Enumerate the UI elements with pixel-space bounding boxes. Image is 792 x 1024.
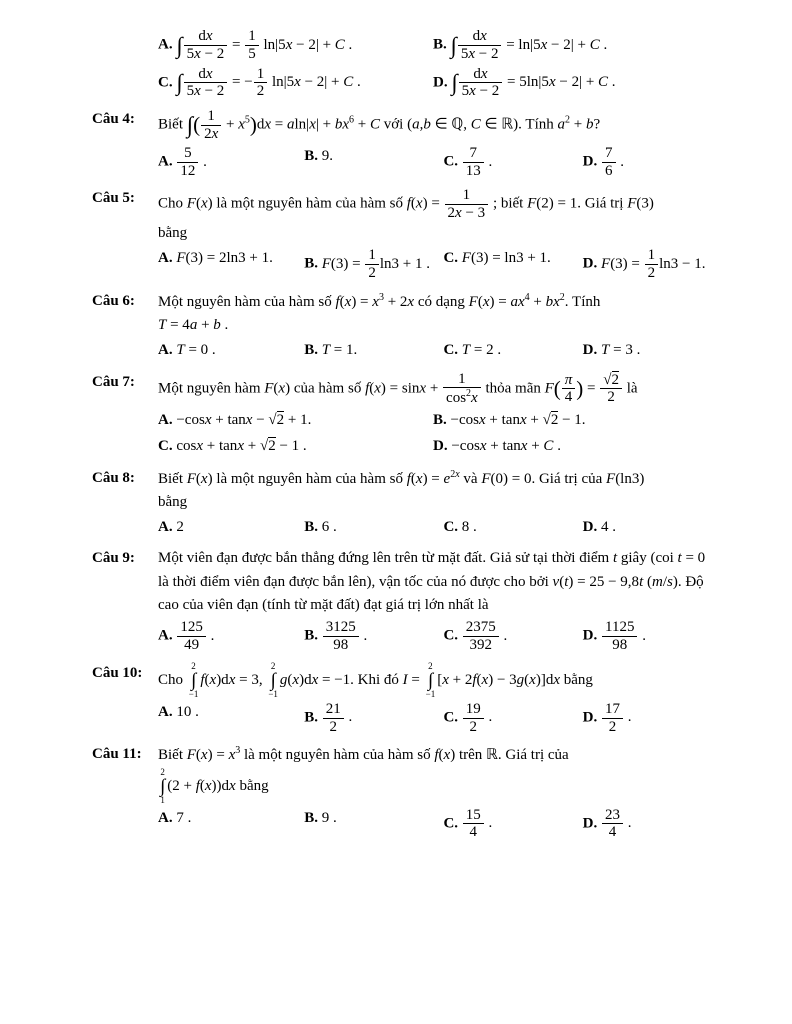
option-letter: D. [582, 255, 598, 272]
option-item [583, 619, 708, 654]
option-item [443, 339, 582, 362]
option-content: $\frac{7}{13}$ . [462, 154, 493, 170]
option-item [433, 435, 708, 458]
options-row [158, 701, 708, 736]
option-item [158, 409, 433, 432]
option-item [158, 339, 304, 362]
question-text: Một viên đạn được bắn thẳng đứng lên trên từ mặt đất. Giả sử tại thời điểm t giây (coi t = 0 là thời điểm viên đạn được bắn lên), vận tốc của nó được cho bởi v(t) = 25 − 9,8t (m/s). Độ cao của viên đạn (tính từ mặt đất) đạt giá trị lớn nhất là [158, 550, 706, 613]
options-row [158, 516, 708, 539]
question-text: Biết $F(x) = x^3$ là một nguyên hàm của hàm số f(x) trên ℝ. Giá trị của 2 ∫ 1 (2 + f(x))dx bằng [158, 745, 569, 805]
option-content: $\frac{19}{2}$ . [462, 709, 493, 725]
option-letter: B. [433, 412, 447, 429]
option-item [443, 145, 582, 180]
option-letter: C. [158, 438, 173, 455]
option-letter: A. [158, 519, 173, 536]
option-item [304, 247, 443, 282]
question-block [92, 108, 708, 179]
option-content: $\frac{15}{4}$ . [462, 815, 493, 831]
question-block [92, 290, 708, 363]
option-content: T = 2 . [461, 342, 502, 359]
option-item [304, 619, 443, 654]
question-text: Biết F(x) là một nguyên hàm của hàm số $f(x) = e^{2x}$ và F(0) = 0. Giá trị của F(ln3) bằng [158, 468, 645, 510]
option-content: $\frac{5}{12}$ . [176, 154, 207, 170]
option-letter: B. [304, 342, 318, 359]
option-item [158, 247, 304, 282]
question-body [158, 467, 708, 540]
option-letter: B. [433, 36, 447, 53]
question-body [158, 371, 708, 459]
option-letter: A. [158, 36, 173, 53]
option-letter: A. [158, 703, 173, 720]
option-item [158, 145, 304, 180]
option-letter: B. [304, 147, 318, 164]
option-letter: D. [582, 709, 598, 726]
question-body [158, 108, 708, 179]
option-item [158, 701, 304, 736]
question-label [92, 26, 158, 100]
option-content: −cosx + tanx − √2 + 1. [176, 412, 312, 429]
option-item [304, 339, 443, 362]
option-item [304, 516, 443, 539]
option-content: 10 . [176, 703, 199, 720]
option-content: T = 0 . [176, 342, 216, 359]
option-item [583, 701, 708, 736]
option-content: $\frac{23}{4}$ . [601, 815, 632, 831]
option-letter: A. [158, 153, 173, 170]
question-body [158, 743, 708, 841]
question-text: Biết ∫( $\frac{1}{2x}$ + $x^5)dx = aln|x| + bx^6 + C$ với (a,b ∈ ℚ, C ∈ ℝ). Tính $a^2 + b$? [158, 108, 601, 142]
option-item [158, 516, 304, 539]
option-item [443, 807, 582, 842]
question-block [92, 371, 708, 459]
option-letter: A. [158, 809, 173, 826]
options-row [158, 28, 708, 100]
option-content: $\frac{1125}{98}$ . [601, 628, 646, 644]
option-letter: A. [158, 250, 173, 267]
option-item [583, 516, 708, 539]
question-label: Câu 7: [92, 373, 135, 390]
option-letter: C. [443, 342, 459, 359]
option-letter: D. [582, 815, 598, 832]
option-item [583, 247, 708, 282]
option-content: $\frac{2375}{392}$ . [462, 628, 508, 644]
option-letter: A. [158, 342, 173, 359]
question-block [92, 547, 708, 653]
question-body [158, 26, 708, 100]
option-letter: D. [582, 627, 598, 644]
option-content: −cosx + tanx + √2 − 1. [450, 412, 586, 429]
question-body [158, 187, 708, 281]
option-item [304, 145, 443, 180]
option-content: $\frac{21}{2}$ . [322, 709, 353, 725]
question-label: Câu 11: [92, 746, 142, 763]
question-label: Câu 4: [92, 111, 135, 128]
option-content: 4 . [601, 519, 617, 536]
option-item [443, 516, 582, 539]
options-row [158, 145, 708, 180]
question-block [92, 743, 708, 841]
option-item [158, 435, 433, 458]
option-content: $\frac{7}{6}$ . [601, 154, 624, 170]
option-content: $\frac{3125}{98}$ . [322, 628, 368, 644]
option-item [443, 247, 582, 282]
option-content: 6 . [321, 519, 337, 536]
option-letter: A. [158, 412, 173, 429]
options-row [158, 807, 708, 842]
option-letter: D. [582, 342, 598, 359]
option-item [443, 619, 582, 654]
option-item [583, 145, 708, 180]
option-content: ∫ $\frac{dx}{5x - 2}$ = − $\frac{1}{2}$ ln|5x − 2| + C . [176, 65, 361, 100]
option-letter: D. [582, 153, 598, 170]
intro-options-block [92, 26, 708, 100]
option-item [158, 66, 433, 101]
option-item [583, 807, 708, 842]
option-content: 8 . [461, 519, 477, 536]
option-content: ∫ $\frac{dx}{5x - 2}$ = $\frac{1}{5}$ ln|5x − 2| + C . [176, 28, 353, 62]
question-text: Cho F(x) là một nguyên hàm của hàm số f(x) = $\frac{1}{2x - 3}$ ; biết F(2) = 1. Giá trị F(3) bằng [158, 187, 654, 241]
option-item [304, 701, 443, 736]
option-letter: C. [443, 627, 459, 644]
question-text: Một nguyên hàm của hàm số $f(x) = x^3 + 2x$ có dạng $F(x) = ax^4 + bx^2$. Tính T = 4a + b . [158, 291, 601, 334]
option-content: 2 [176, 519, 184, 536]
question-text: Cho 2 ∫ −1 f(x)dx = 3, 2 ∫ −1 g(x)dx = −1. Khi đó I = 2 ∫ −1 [x + 2f(x) − 3g(x)]dx bằng [158, 660, 593, 699]
option-letter: C. [443, 519, 459, 536]
option-letter: B. [304, 255, 318, 272]
option-content: cosx + tanx + √2 − 1 . [176, 438, 307, 455]
option-content: 9. [321, 147, 333, 164]
question-text: Một nguyên hàm F(x) của hàm số f(x) = sinx + $\frac{1}{\cos^2x}$ thỏa mãn F( $\frac{\pi}{4}$ ) = $\frac{√2}{2}$ là [158, 370, 638, 407]
option-letter: D. [433, 438, 448, 455]
option-item [158, 807, 304, 842]
option-letter: C. [443, 153, 459, 170]
option-item [158, 28, 433, 63]
question-block [92, 467, 708, 540]
option-content: F(3) = ln3 + 1. [461, 250, 551, 267]
option-content: F(3) = $\frac{1}{2}$ ln3 − 1. [601, 247, 706, 282]
option-content: ∫ $\frac{dx}{5x - 2}$ = ln|5x − 2| + C . [450, 28, 608, 62]
option-content: F(3) = 2ln3 + 1. [176, 250, 273, 267]
option-item [433, 409, 708, 432]
option-item [433, 66, 708, 101]
option-content: F(3) = $\frac{1}{2}$ ln3 + 1 . [321, 247, 430, 282]
option-content: T = 1. [321, 342, 358, 359]
options-row [158, 619, 708, 654]
option-item [443, 701, 582, 736]
option-content: $\frac{125}{49}$ . [176, 628, 214, 644]
question-label: Câu 10: [92, 664, 143, 681]
option-letter: A. [158, 627, 173, 644]
option-letter: B. [304, 709, 318, 726]
option-item [158, 619, 304, 654]
question-label: Câu 5: [92, 190, 135, 207]
option-content: 9 . [321, 809, 337, 826]
option-content: $\frac{17}{2}$ . [601, 709, 632, 725]
option-letter: B. [304, 809, 318, 826]
question-body [158, 662, 708, 736]
options-row [158, 409, 708, 459]
option-letter: B. [304, 627, 318, 644]
option-letter: D. [433, 74, 448, 91]
question-block [92, 187, 708, 281]
option-content: ∫ $\frac{dx}{5x - 2}$ = 5ln|5x − 2| + C . [451, 65, 616, 100]
question-label: Câu 6: [92, 292, 135, 309]
option-content: 7 . [176, 809, 192, 826]
question-body [158, 547, 708, 653]
option-content: −cosx + tanx + C . [451, 438, 561, 455]
question-label: Câu 9: [92, 550, 135, 567]
options-row [158, 339, 708, 362]
option-letter: D. [582, 519, 598, 536]
question-body [158, 290, 708, 363]
option-letter: B. [304, 519, 318, 536]
option-content: T = 3 . [601, 342, 641, 359]
option-item [304, 807, 443, 842]
options-row [158, 247, 708, 282]
option-item [433, 28, 708, 63]
question-label: Câu 8: [92, 469, 135, 486]
question-block [92, 662, 708, 736]
option-letter: C. [158, 74, 173, 91]
option-letter: C. [443, 709, 459, 726]
option-item [583, 339, 708, 362]
option-letter: C. [443, 250, 459, 267]
option-letter: C. [443, 815, 459, 832]
